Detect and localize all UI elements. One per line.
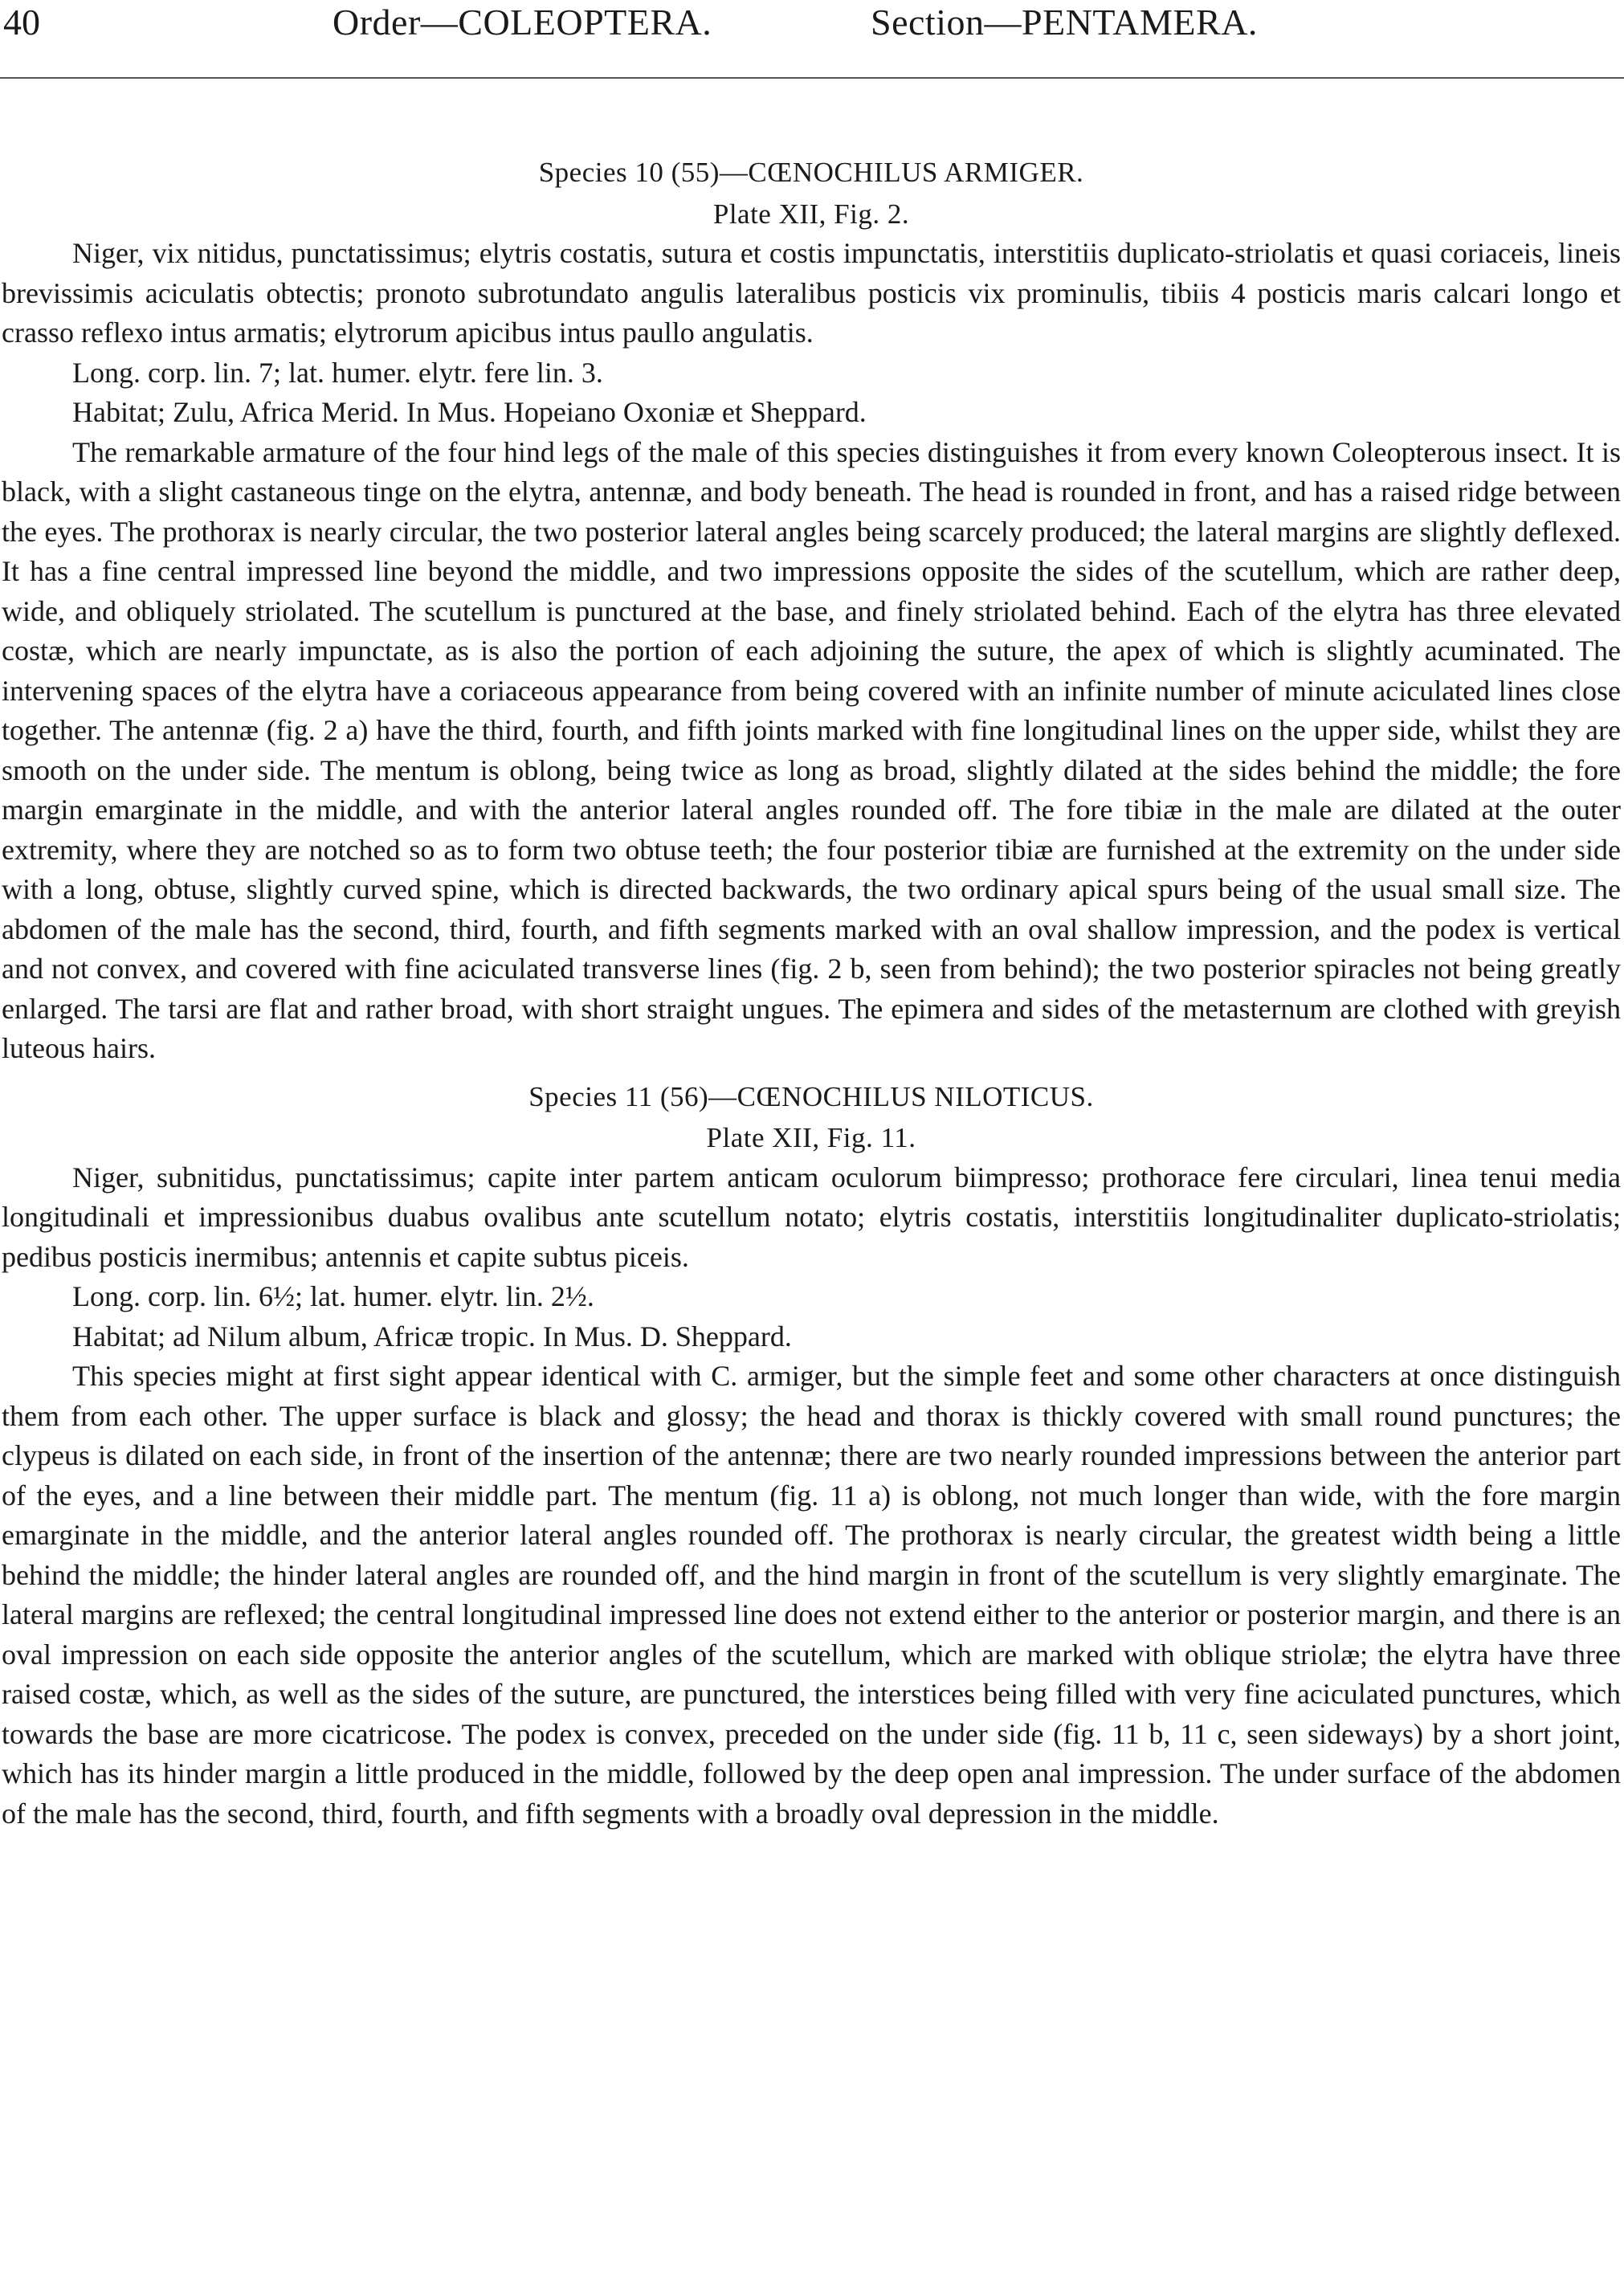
species-10-measurements: Long. corp. lin. 7; lat. humer. elytr. fere lin. 3. bbox=[72, 356, 603, 389]
species-11-title: Species 11 (56)—CŒNOCHILUS NILOTICUS. bbox=[528, 1080, 1094, 1112]
species-10-title: Species 10 (55)—CŒNOCHILUS ARMIGER. bbox=[538, 157, 1084, 188]
species-10-plate-ref: Plate XII, Fig. 2. bbox=[712, 198, 910, 230]
species-10-description: The remarkable armature of the four hind legs of the male of this species distinguishes it from every known Coleopterous insect. It is black, with a slight castaneous tinge on the elytra, antennæ, and body beneath. The head is rounded in front, and has a raised ridge between the eyes. The prothorax is nearly circular, the two posterior lateral angles being scarcely produced; the lateral margins are slightly deflexed. It has a fine central impressed line beyond the middle, and two impressions opposite the sides of the scutellum, which are rather deep, wide, and obliquely striolated. The scutellum is punctured at the base, and finely striolated behind. Each of the elytra has three elevated costæ, which are nearly impunctate, as is also the portion of each adjoining the suture, the apex of which is slightly acuminated. The intervening spaces of the elytra have a coriaceous appearance from being covered with an infinite number of minute aciculated lines close together. The antennæ (fig. 2 a) have the third, fourth, and fifth joints marked with fine longitudinal lines on the upper side, whilst they are smooth on the under side. The mentum is oblong, being twice as long as broad, slightly dilated at the sides behind the middle; the fore margin emarginate in the middle, and with the anterior lateral angles rounded off. The fore tibiæ in the male are dilated at the outer extremity, where they are notched so as to form two obtuse teeth; the four posterior tibiæ are furnished at the extremity on the under side with a long, obtuse, slightly curved spine, which is directed backwards, the two ordinary apical spurs being of the usual small size. The abdomen of the male has the second, third, fourth, and fifth segments marked with an oval shallow impression, and the podex is vertical and not convex, and covered with fine aciculated transverse lines (fig. 2 b, seen from behind); the two posterior spiracles not being greatly enlarged. The tarsi are flat and rather broad, with short straight ungues. The epimera and sides of the metasternum are clothed with greyish luteous hairs. bbox=[2, 435, 1621, 1064]
order-heading: Order—COLEOPTERA. bbox=[333, 2, 712, 43]
species-11-measurements: Long. corp. lin. 6½; lat. humer. elytr. lin. 2½. bbox=[72, 1280, 594, 1312]
species-11-plate-ref: Plate XII, Fig. 11. bbox=[706, 1122, 916, 1153]
species-10-habitat: Habitat; Zulu, Africa Merid. In Mus. Hopeiano Oxoniæ et Sheppard. bbox=[72, 396, 867, 428]
page-number: 40 bbox=[3, 2, 40, 43]
species-11-latin-diagnosis: Niger, subnitidus, punctatissimus; capite inter partem anticam oculorum biimpresso; prothorace fere circulari, linea tenui media longitudinali et impressionibus duabus ovalibus ante scutellum notato; elytris costatis, interstitiis longitudinaliter duplicato-striolatis; pedibus posticis inermibus; antennis et capite subtus piceis. bbox=[2, 1161, 1621, 1273]
species-11-description: This species might at first sight appear identical with C. armiger, but the simple feet and some other characters at once distinguish them from each other. The upper surface is black and glossy; the head and thorax is thickly covered with small round punctures; the clypeus is dilated on each side, in front of the insertion of the antennæ; there are two nearly rounded impressions between the anterior part of the eyes, and a line between their middle part. The mentum (fig. 11 a) is oblong, not much longer than wide, with the fore margin emarginate in the middle, and the anterior lateral angles rounded off. The prothorax is nearly circular, the greatest width being a little behind the middle; the hinder lateral angles are rounded off, and the hind margin in front of the scutellum is very slightly emarginate. The lateral margins are reflexed; the central longitudinal impressed line does not extend either to the anterior or posterior margin, and there is an oval impression on each side opposite the anterior angles of the scutellum, which are marked with oblique striolæ; the elytra have three raised costæ, which, as well as the sides of the suture, are punctured, the interstices being filled with very fine aciculated punctures, which towards the base are more cicatricose. The podex is convex, preceded on the under side (fig. 11 b, 11 c, seen sideways) by a short joint, which has its hinder margin a little produced in the middle, followed by the deep open anal impression. The under surface of the abdomen of the male has the second, third, fourth, and fifth segments with a broadly oval depression in the middle. bbox=[2, 1360, 1621, 1830]
main-text bbox=[2, 153, 1621, 1834]
header-rule bbox=[0, 77, 1624, 79]
species-10-latin-diagnosis: Niger, vix nitidus, punctatissimus; elytris costatis, sutura et costis impunctatis, interstitiis duplicato-striolatis et quasi coriaceis, lineis brevissimis aciculatis obtectis; pronoto subrotundato angulis lateralibus posticis vix prominulis, tibiis 4 posticis maris calcari longo et crasso reflexo intus armatis; elytrorum apicibus intus paullo angulatis. bbox=[2, 237, 1621, 349]
species-11-habitat: Habitat; ad Nilum album, Africæ tropic. In Mus. D. Sheppard. bbox=[72, 1320, 792, 1353]
running-head bbox=[3, 0, 1621, 56]
section-heading: Section—PENTAMERA. bbox=[871, 2, 1258, 43]
